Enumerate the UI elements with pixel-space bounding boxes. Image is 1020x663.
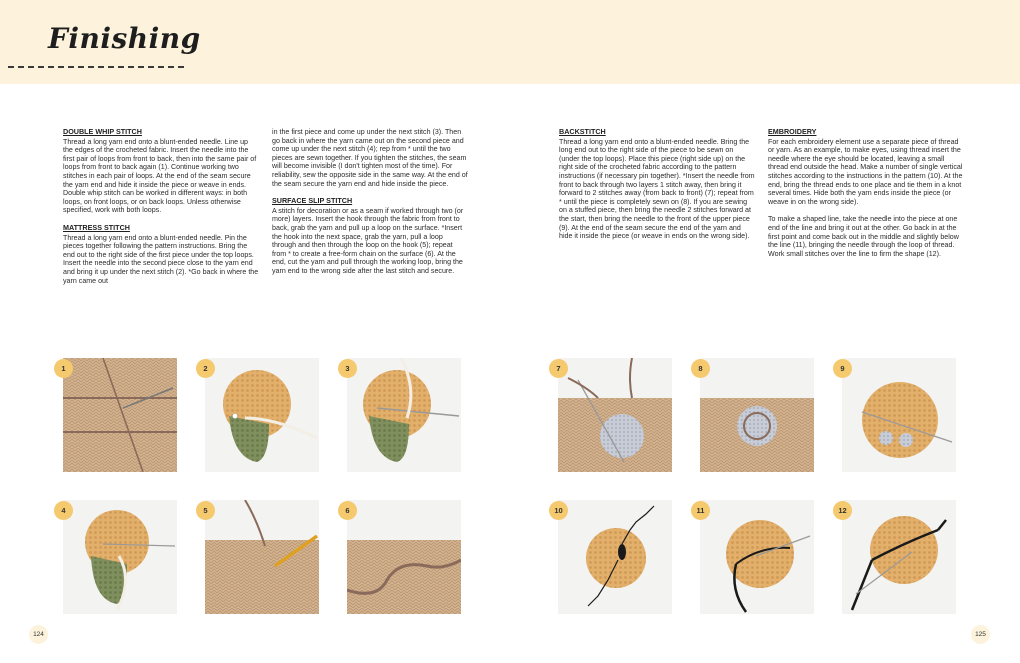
step-number-badge: 7 [549,359,568,378]
section-title: BACKSTITCH [559,127,606,136]
backstitch-circle-photo [700,358,814,472]
section-body: For each embroidery element use a separate piece of thread or yarn. As an example, to make eyes, using thread insert the needle where the eye should be located, leaving a small thread end outside the head. Make a number of single vertical stitches according to the instructions in the pattern (10). At the end, bring the thread ends to one place and tie them in a knot several times. Hide both the yarn ends inside the piece (or weave in on the wrong side). [768,137,963,206]
backstitch-circle-photo [558,358,672,472]
section-mattress [63,224,259,285]
step-photo-12 [842,500,956,614]
step-number-badge: 2 [196,359,215,378]
head-body-seam-photo [347,358,461,472]
text-column-4 [768,128,964,267]
step-number-badge: 9 [833,359,852,378]
step-photo-8 [700,358,814,472]
step-number-badge: 10 [549,501,568,520]
section-body: Thread a long yarn end onto a blunt-ended needle. Line up the edges of the crocheted fabric. Insert the needle into the first pair of loops from front to back, then into the same pair of loops from front to back again (1). Continue working two stitches in each pair of loops. At the end of the seam secure the yarn end and hide it inside the piece or weave in ends. Double whip stitch can be worked in different ways: in both loops, on front loops, or on back loops. Unless otherwise specified, work with both loops. [63,137,257,215]
section-body: A stitch for decoration or as a seam if worked through two (or more) layers. Insert the hook through the fabric from front to back, grab the yarn and pull up a loop on the surface. *Insert the hook into the next space, grab the yarn, pull a loop through and then through the loop on the hook (5); repeat from * to create a free-form chain on the surface (6). At the end, cut the yarn and pull through the working loop, bring the yarn end to the wrong side after the last stitch and secure. [272,206,464,275]
step-photo-1 [63,358,177,472]
text-column-2 [272,128,468,285]
step-number-badge: 6 [338,501,357,520]
text-column-1 [63,128,259,294]
section-double-whip [63,128,259,215]
step-number-badge: 12 [833,501,852,520]
section-embroidery [768,128,964,206]
section-surface-slip [272,197,468,275]
surface-chain-photo [347,500,461,614]
shaped-line-photo [700,500,814,614]
head-body-seam-photo [205,358,319,472]
text-column-3 [559,128,755,250]
step-number-badge: 5 [196,501,215,520]
step-photo-3 [347,358,461,472]
title-underline [8,66,184,68]
step-photo-6 [347,500,461,614]
step-photo-7 [558,358,672,472]
section-backstitch [559,128,755,241]
step-number-badge: 8 [691,359,710,378]
embroidery-para-2: To make a shaped line, take the needle into the piece at one end of the line and bring it out at the other. Go back in at the first point and come back out in the middle and slightly below the line (11), bringing the needle through the loop of thread. Work small stitches over the line to firm the shape (12). [768,215,959,258]
step-photo-9 [842,358,956,472]
embroidered-eye-photo [558,500,672,614]
section-title: MATTRESS STITCH [63,222,130,232]
step-number-badge: 4 [54,501,73,520]
shaped-line-photo [842,500,956,614]
mattress-fabric-photo [63,358,177,472]
step-number-badge: 1 [54,359,73,378]
step-photo-4 [63,500,177,614]
mattress-continuation: in the first piece and come up under the next stitch (3). Then go back in where the yarn came out on the second piece and come up under the next stitch (4); rep from * until the two pieces are sewn together. If you tighten the stitches, the seam will become invisible (I don't tighten most of the time). For reliability, sew the opposite side in the same way. At the end of the seam secure the yarn end and hide inside the piece. [272,128,468,188]
step-number-badge: 11 [691,501,710,520]
section-body: Thread a long yarn end onto a blunt-ended needle. Bring the long end out to the right side of the piece to be sewn on (under the top loops). Place this piece (right side up) on the right side of the crocheted fabric according to the pattern instructions (if necessary pin together). *Insert the needle from front to back through two layers 1 stitch away, then bring it forward to 2 stitches away (from back to front) (7); repeat from * until the piece is completely sewn on (8). If you are sewing on a stuffed piece, then bring the needle 2 stitches forward at the start, then bring the needle to the front of the upper piece (9). At the end of the seam secure the end of the yarn and hide it inside the piece (or weave in ends on the wrong side). [559,137,755,241]
step-photo-10 [558,500,672,614]
head-body-seam-photo [63,500,177,614]
step-photo-2 [205,358,319,472]
section-title: SURFACE SLIP STITCH [272,196,353,206]
page-number-left: 124 [29,625,48,644]
step-number-badge: 3 [338,359,357,378]
section-body: Thread a long yarn end onto a blunt-ended needle. Pin the pieces together following the pattern instructions. Bring the end out to the right side of the first piece under the top loops. Insert the needle into the second piece close to the yarn end and bring it up under the next stitch (2). *Go back in where the yarn came out [63,233,259,285]
page-number-right: 125 [971,625,990,644]
section-title: DOUBLE WHIP STITCH [63,127,142,136]
section-title: EMBROIDERY [768,127,817,136]
step-photo-5 [205,500,319,614]
page-title: Finishing [48,22,201,55]
surface-slip-stitch-photo [205,500,319,614]
step-photo-11 [700,500,814,614]
stuffed-head-photo [842,358,956,472]
